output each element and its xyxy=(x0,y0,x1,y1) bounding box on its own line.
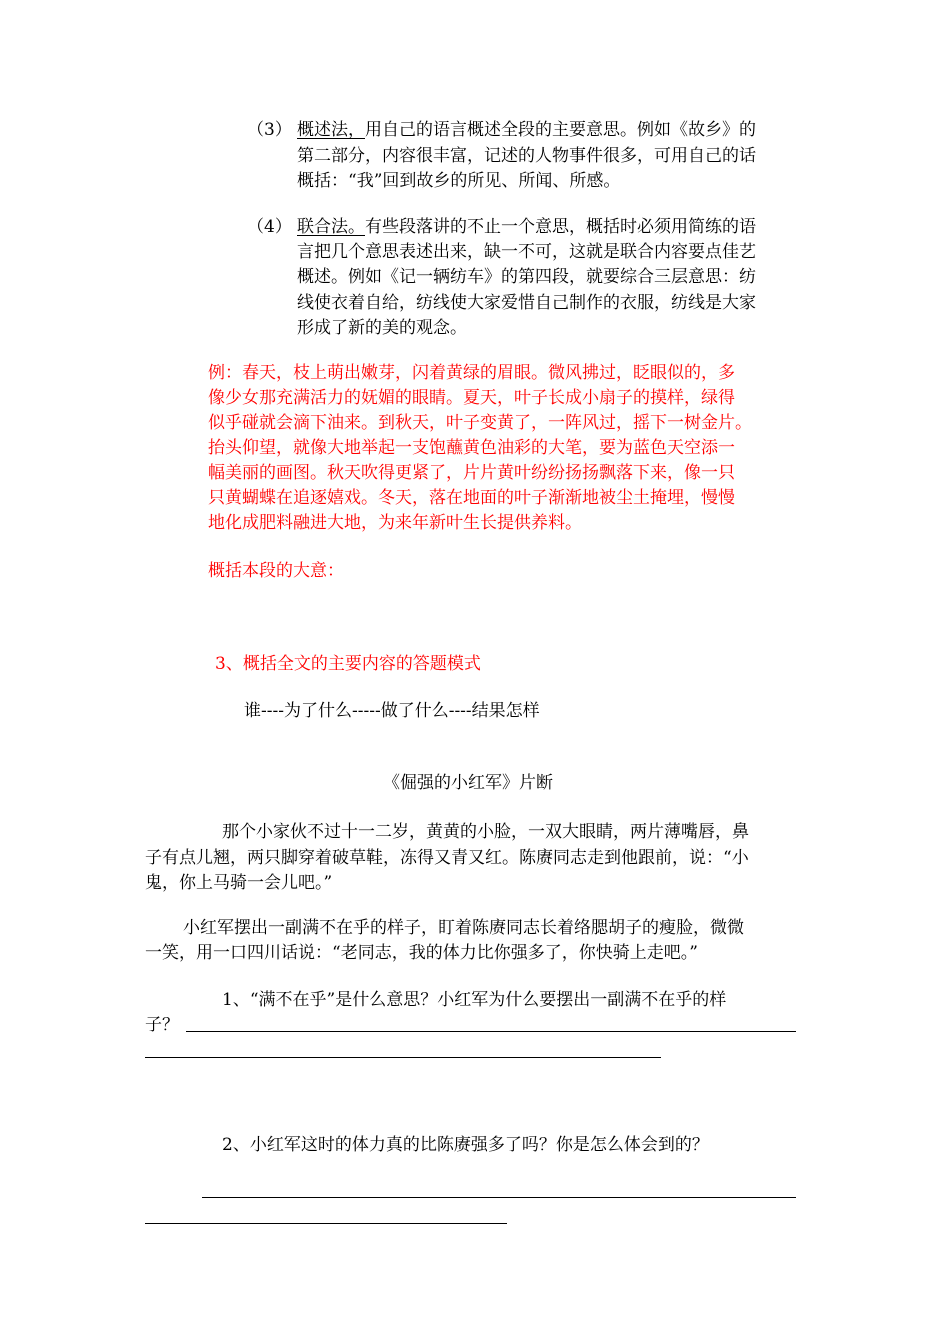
example-line-4: 抬头仰望，就像大地举起一支饱蘸黄色油彩的大笔，要为蓝色天空添一 xyxy=(208,438,735,458)
answer-blank-2a[interactable] xyxy=(202,1197,796,1198)
example-line-3: 似乎碰就会滴下油来。到秋天，叶子变黄了，一阵风过，摇下一树金片。 xyxy=(208,413,752,433)
method-4-number: （4） xyxy=(247,217,292,237)
method-3-number: （3） xyxy=(247,120,292,140)
passage-title: 《倔强的小红军》片断 xyxy=(383,773,553,793)
question-1-line-1: 1、“满不在乎”是什么意思？小红军为什么要摆出一副满不在乎的样 xyxy=(222,990,727,1010)
method-4-line-5: 形成了新的美的观念。 xyxy=(297,318,467,338)
method-3-line-2: 第二部分，内容很丰富，记述的人物事件很多，可用自己的话 xyxy=(297,146,756,166)
example-line-5: 幅美丽的画图。秋天吹得更紧了，片片黄叶纷纷扬扬飘落下来，像一只 xyxy=(208,463,735,483)
example-line-1: 例：春天，枝上萌出嫩芽，闪着黄绿的眉眼。微风拂过，眨眼似的，多 xyxy=(208,363,735,383)
question-2: 2、小红军这时的体力真的比陈赓强多了吗？你是怎么体会到的？ xyxy=(222,1135,709,1155)
method-4-term: 联合法。 xyxy=(297,217,365,237)
example-line-2: 像少女那充满活力的妩媚的眼睛。夏天，叶子长成小扇子的摸样，绿得 xyxy=(208,388,735,408)
answer-blank-1a[interactable] xyxy=(186,1031,796,1032)
method-3-line-1: 用自己的语言概述全段的主要意思。例如《故乡》的 xyxy=(365,120,756,140)
method-4-line-1: 有些段落讲的不止一个意思，概括时必须用简练的语 xyxy=(365,217,756,237)
method-4-first-line xyxy=(297,214,756,240)
example-line-7: 地化成肥料融进大地，为来年新叶生长提供养料。 xyxy=(208,513,582,533)
example-line-6: 只黄蝴蝶在追逐嬉戏。冬天，落在地面的叶子渐渐地被尘土掩埋，慢慢 xyxy=(208,488,735,508)
method-4-line-3: 概述。例如《记一辆纺车》的第四段，就要综合三层意思：纺 xyxy=(297,267,756,287)
method-3-first-line xyxy=(297,117,756,143)
passage-para-1-line-3: 鬼，你上马骑一会儿吧。” xyxy=(145,873,333,893)
passage-para-1-line-1: 那个小家伙不过十一二岁，黄黄的小脸，一双大眼睛，两片薄嘴唇，鼻 xyxy=(222,822,749,842)
passage-para-2-line-2: 一笑，用一口四川话说：“老同志，我的体力比你强多了，你快骑上走吧。” xyxy=(145,943,698,963)
answer-pattern: 谁----为了什么-----做了什么----结果怎样 xyxy=(244,701,540,721)
method-3-line-3: 概括：“我”回到故乡的所见、所闻、所感。 xyxy=(297,171,621,191)
answer-blank-2b[interactable] xyxy=(145,1223,507,1224)
passage-para-2-line-1: 小红军摆出一副满不在乎的样子，盯着陈赓同志长着络腮胡子的瘦脸，微微 xyxy=(183,918,744,938)
method-4-line-2: 言把几个意思表述出来，缺一不可，这就是联合内容要点佳艺 xyxy=(297,242,756,262)
section-3-heading: 3、概括全文的主要内容的答题模式 xyxy=(215,654,481,674)
passage-para-1-line-2: 子有点儿翘，两只脚穿着破草鞋，冻得又青又红。陈赓同志走到他跟前，说：“小 xyxy=(145,848,749,868)
method-3-term: 概述法， xyxy=(297,120,365,140)
answer-blank-1b[interactable] xyxy=(145,1057,661,1058)
example-prompt: 概括本段的大意： xyxy=(208,561,344,581)
method-4-line-4: 线使衣着自给，纺线使大家爱惜自己制作的衣服，纺线是大家 xyxy=(297,293,756,313)
question-1-line-2: 子？ xyxy=(145,1015,179,1035)
